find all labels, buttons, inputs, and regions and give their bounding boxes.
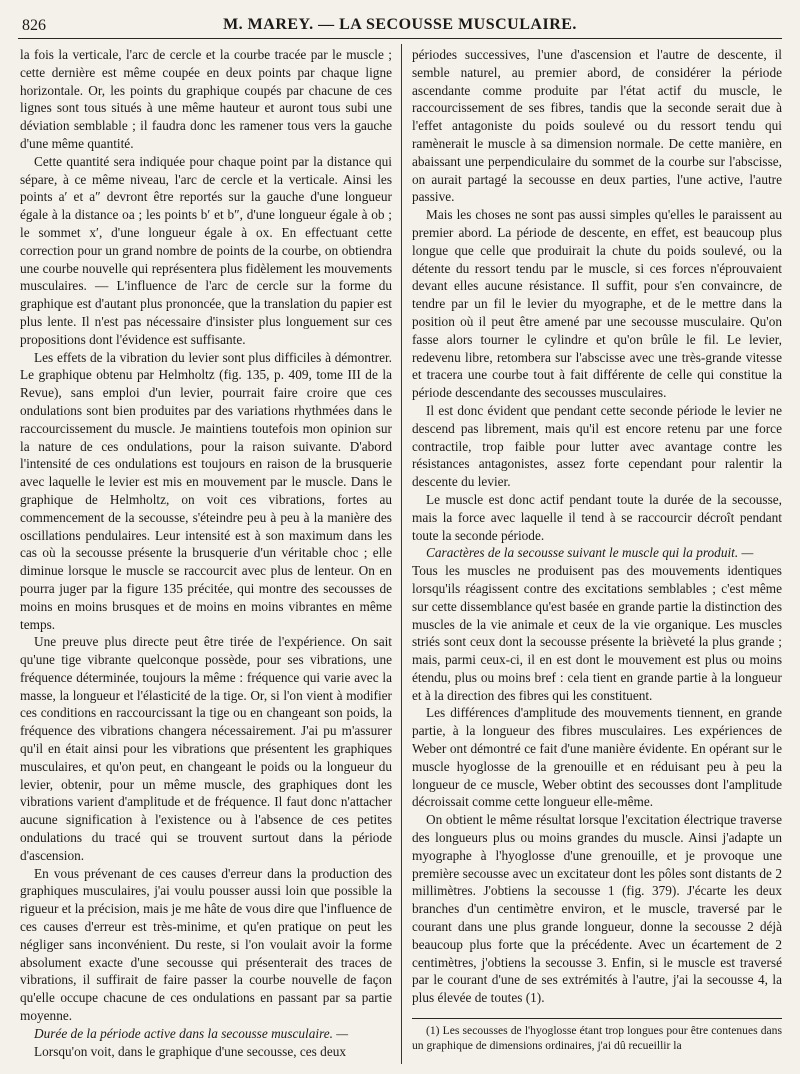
- paragraph: Lorsqu'on voit, dans le graphique d'une secousse, ces deux: [34, 1043, 347, 1059]
- footnote: [412, 1018, 782, 1053]
- section-heading: Caractères de la secousse suivant le muscle qui la produit. —: [426, 545, 754, 561]
- paragraph: la fois la verticale, l'arc de cercle et la courbe tracée par le muscle ; cette dernière est même coupée en deux points par chaque ligne horizontale. Or, les points du graphique coupés par chacune de ces lignes sont tous situés à une même hauteur et auront tous subi une déviation semblable ; il faudra donc les ramener tous vers la gauche d'une même quantité.: [20, 47, 392, 151]
- running-head: M. MAREY. — LA SECOUSSE MUSCULAIRE.: [223, 16, 577, 33]
- paragraph: Tous les muscles ne produisent pas des mouvements identiques lorsqu'ils réagissent contre des excitations semblables ; c'est même sur cette dissemblance qu'est basée en grande partie la distinction des muscles de la vie animale et ceux de la vie organique. Les muscles striés sont ceux dont la secousse présente la brièveté la plus grande ; mais, parmi ceux-ci, il en est dont le mouvement est plus ou moins étendu, plus ou moins bref : cela tient en grande partie à la longueur et à la direction des fibres qui les constituent.: [412, 563, 782, 703]
- left-column: [20, 46, 392, 1060]
- paragraph: Une preuve plus directe peut être tirée de l'expérience. On sait qu'une tige vibrante quelconque possède, pour ses vibrations, une fréquence déterminée, toujours la même : fréquence qui varie avec la masse, la longueur et l'élasticité de la tige. Or, si l'on vient à modifier ces conditions en raccourcissant la tige ou en changeant son poids, la fréquence des vibrations changera nécessairement. J'ai pu m'assurer qu'il en était ainsi pour les vibrations que présentent les graphiques musculaires, et qu'on peut, en changeant le poids ou la longueur du levier, obtenir, pour un même muscle, des graphiques dont les vibrations varient d'amplitude et de fréquence. Il faut donc n'attacher aucune signification à l'existence ou à l'absence de ces petites ondulations du tracé qui se trouvent surtout dans la période d'ascension.: [20, 634, 392, 863]
- paragraph: Les effets de la vibration du levier sont plus difficiles à démontrer. Le graphique obtenu par Helmholtz (fig. 135, p. 409, tome III de la Revue), sans emploi d'un levier, pourrait faire croire que ces ondulations sont bien produites par des variations rhythmées dans le raccourcissement du muscle. Je maintiens toutefois mon opinion sur la nature de ces ondulations, pour la raison suivante. D'abord l'intensité de ces ondulations est toujours en raison de la brusquerie avec laquelle le levier est mis en mouvement par le muscle. Dans le graphique de Helmholtz, on voit ces vibrations, fortes au commencement de la secousse, s'éteindre peu à peu à la manière des oscillations pendulaires. Leur intensité est à son maximum dans les cas où la secousse présente la brusquerie d'un véritable choc ; elle diminue lorsque le muscle se raccourcit avec plus de lenteur. On en pourra juger par la figure 135 précitée, qui montre des secousses de moins en moins brusques et de moins en moins vibrantes en même temps.: [20, 349, 392, 632]
- paragraph: Les différences d'amplitude des mouvements tiennent, en grande partie, à la longueur des fibres musculaires. Les expériences de Weber ont démontré ce fait d'une manière évidente. En opérant sur le muscle hyoglosse de la grenouille et en réduisant peu à peu la longueur de ce muscle, Weber obtint des secousses dont l'amplitude décroissait comme cette longueur elle-même.: [412, 705, 782, 810]
- page-header: [18, 14, 782, 39]
- paragraph: périodes successives, l'une d'ascension et l'autre de descente, il semble naturel, au premier abord, de considérer la période ascendante comme produite par l'état actif du muscle, le raccourcissement de ses fibres, tandis que la seconde serait due à l'effet antagoniste du poids soulevé ou du ressort tendu qui ramènerait le muscle à sa dimension normale. De cette manière, en abaissant une perpendiculaire du sommet de la courbe sur l'abscisse, on aurait partagé la secousse en deux parties, l'une active, l'autre passive.: [412, 47, 782, 205]
- section-heading: Durée de la période active dans la secousse musculaire. —: [34, 1025, 349, 1041]
- column-divider: [401, 44, 402, 1064]
- paragraph: Cette quantité sera indiquée pour chaque point par la distance qui sépare, à ce même niveau, l'arc de cercle et la verticale. Ainsi les points a′ et a″ devront être reportés sur la gauche d'une longueur égale à la distance oa ; les points b′ et b″, d'une longueur égale à ob ; le sommet x′, d'une longueur égale à ox. En effectuant cette correction pour un grand nombre de points de la courbe, on obtiendra une courbe nouvelle qui représentera plus fidèlement les mouvements musculaires. — L'influence de l'arc de cercle sur la forme du graphique est d'autant plus prononcée, que la translation du papier est plus lente. Il n'est pas nécessaire d'insister plus longuement sur ces propositions dont l'évidence est suffisante.: [20, 153, 392, 347]
- paragraph: Il est donc évident que pendant cette seconde période le levier ne descend pas librement, mais qu'il est encore retenu par une force contractile, trop faible pour lutter avec avantage contre les résistances antagonistes, assez forte cependant pour ralentir la descente du levier.: [412, 402, 782, 490]
- page-number: 826: [22, 17, 46, 34]
- paragraph: On obtient le même résultat lorsque l'excitation électrique traverse des longueurs plus ou moins grandes du muscle. Ainsi j'adapte un myographe à l'hyoglosse d'une grenouille, et je provoque une première secousse avec un excitateur dont les pôles sont distants de 2 millimètres. J'obtiens la secousse 1 (fig. 379). J'écarte les deux branches d'un centimètre environ, et le muscle, traversé par le courant dans une plus grande longueur, donne la secousse 2 déjà beaucoup plus forte que la précédente. Avec un écartement de 2 centimètres, j'obtiens la secousse 3. Enfin, si le muscle est traversé par le courant d'une de ses extrémités à l'autre, j'ai la secousse 4, la plus élevée de toutes (1).: [412, 812, 782, 1006]
- paragraph: En vous prévenant de ces causes d'erreur dans la production des graphiques musculaires, j'ai voulu pousser aussi loin que possible la rigueur et la précision, mais je me hâte de vous dire que l'influence de ces causes d'erreur est très-minime, et qu'en pratique on peut les négliger sans inconvénient. Du reste, si l'on voulait avoir la forme absolument exacte d'une secousse qui présenterait des traces de vibrations, il suffirait de faire passer la courbe nouvelle de façon qu'elle occupe chacune de ces ondulations en passant par sa partie moyenne.: [20, 865, 392, 1024]
- paragraph: Le muscle est donc actif pendant toute la durée de la secousse, mais la force avec laquelle il tend à se raccourcir décroît pendant toute la seconde période.: [412, 491, 782, 543]
- footnote-text: (1) Les secousses de l'hyoglosse étant trop longues pour être contenues dans un graphique de dimensions ordinaires, j'ai dû recueillir la: [412, 1024, 782, 1052]
- right-column: [412, 46, 782, 1007]
- paragraph: Mais les choses ne sont pas aussi simples qu'elles le paraissent au premier abord. La période de descente, en effet, est beaucoup plus longue que celle que produirait la chute du poids soulevé, ou la détente du ressort tendu par le muscle, si ces forces n'éprouvaient devant elles aucune résistance. Il suffit, pour s'en convaincre, de tendre par un fil le levier du myographe, et de le mettre dans la position où il peut être amené par une secousse musculaire. Qu'on fasse alors tourner le cylindre et qu'on brûle le fil. Le levier, redevenu libre, retombera sur l'abscisse avec une très-grande vitesse et tracera une courbe tout à fait différente de celle qui constitue la période descendante des secousses musculaires.: [412, 207, 782, 401]
